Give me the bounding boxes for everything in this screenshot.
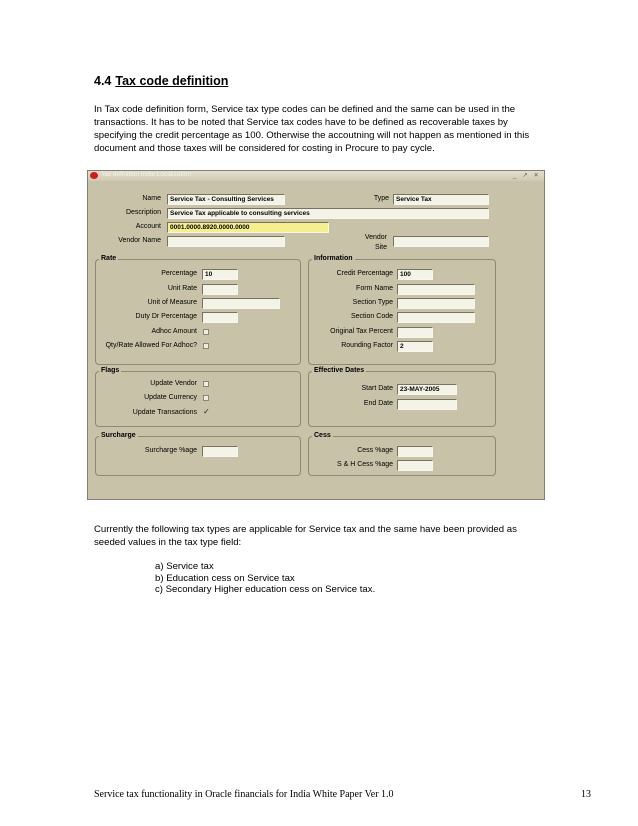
start-date-label: Start Date: [361, 385, 393, 392]
section-number: 4.4: [94, 74, 112, 88]
flags-group-title: Flags: [101, 367, 120, 374]
form-body: [93, 183, 538, 497]
cess-field[interactable]: [397, 446, 433, 457]
duty-dr-field[interactable]: [202, 312, 238, 323]
update-currency-label: Update Currency: [144, 394, 197, 401]
account-label: Account: [135, 223, 161, 230]
unit-rate-label: Unit Rate: [167, 285, 197, 292]
vendor-name-field[interactable]: [167, 236, 285, 247]
cess-group-title: Cess: [314, 432, 331, 439]
section-code-field[interactable]: [397, 312, 475, 323]
form-name-label: Form Name: [356, 285, 393, 292]
surcharge-label: Surcharge %age: [144, 447, 197, 454]
uom-field[interactable]: [202, 298, 280, 309]
she-cess-field[interactable]: [397, 460, 433, 471]
page-footer: [94, 789, 591, 800]
section-title: Tax code definition: [115, 74, 229, 88]
footer-text: Service tax functionality in Oracle financials for India White Paper Ver 1.0: [94, 789, 394, 800]
start-date-field[interactable]: 23-MAY-2005: [397, 384, 457, 395]
rounding-factor-label: Rounding Factor: [341, 342, 393, 349]
update-vendor-label: Update Vendor: [150, 380, 197, 387]
rounding-factor-field[interactable]: 2: [397, 341, 433, 352]
type-field[interactable]: Service Tax: [393, 194, 489, 205]
form-name-field[interactable]: [397, 284, 475, 295]
tax-type-list: [155, 561, 375, 596]
window-titlebar: [88, 171, 544, 181]
oracle-icon: [90, 172, 98, 179]
window-controls[interactable]: _ ↗ ✕: [512, 172, 541, 179]
credit-percentage-field[interactable]: 100: [397, 269, 433, 280]
section-type-label: Section Type: [352, 299, 393, 306]
adhoc-checkbox[interactable]: [203, 329, 209, 335]
effective-dates-group-title: Effective Dates: [314, 367, 365, 374]
vendor-site-label: [343, 233, 387, 253]
surcharge-group: [95, 432, 301, 476]
site-label: Site: [374, 244, 387, 251]
name-label: Name: [142, 195, 161, 202]
original-tax-label: Original Tax Percent: [330, 328, 393, 335]
seeded-values-paragraph: Currently the following tax types are applicable for Service tax and the same have been provided as seeded values in the tax type field:: [94, 524, 517, 548]
information-group-title: Information: [314, 255, 353, 262]
page-number: 13: [581, 789, 591, 800]
duty-dr-label: Duty Dr Percentage: [135, 313, 197, 320]
tax-definition-window: [87, 170, 545, 500]
uom-label: Unit of Measure: [147, 299, 197, 306]
adhoc-label: Adhoc Amount: [151, 328, 197, 335]
intro-paragraph: In Tax code definition form, Service tax type codes can be defined and the same can be used in the transactions. It has to be noted that Service tax codes have to be defined as recoverable taxes by specifying the credit percentage as 100. Otherwise the accoutning will not happen as mentioned in this document and those taxes will be considered for costing in Procure to pay cycle.: [94, 104, 530, 154]
type-label: Type: [373, 195, 389, 202]
list-item: c) Secondary Higher education cess on Service tax.: [155, 584, 376, 595]
she-cess-label: S & H Cess %age: [336, 461, 393, 468]
list-item: b) Education cess on Service tax: [155, 572, 295, 584]
window-title: Tax definition India Localization: [101, 171, 191, 178]
description-field[interactable]: Service Tax applicable to consulting services: [167, 208, 489, 219]
rate-group-title: Rate: [101, 255, 117, 262]
percentage-label: Percentage: [161, 270, 197, 277]
section-code-label: Section Code: [350, 313, 393, 320]
end-date-field[interactable]: [397, 399, 457, 410]
description-label: Description: [125, 209, 161, 216]
section-heading: [94, 74, 228, 88]
list-item: a) Service tax: [155, 561, 214, 572]
original-tax-field[interactable]: [397, 327, 433, 338]
update-currency-checkbox[interactable]: [203, 395, 209, 401]
surcharge-group-title: Surcharge: [101, 432, 136, 439]
percentage-field[interactable]: 10: [202, 269, 238, 280]
name-field[interactable]: Service Tax - Consulting Services: [167, 194, 285, 205]
update-vendor-checkbox[interactable]: [203, 381, 209, 387]
section-type-field[interactable]: [397, 298, 475, 309]
vendor-site-field[interactable]: [393, 236, 489, 247]
account-field[interactable]: 0001.0000.8920.0000.0000: [167, 222, 329, 233]
vendor-name-label: Vendor Name: [118, 237, 161, 244]
surcharge-field[interactable]: [202, 446, 238, 457]
cess-label: Cess %age: [357, 447, 393, 454]
update-transactions-label: Update Transactions: [132, 409, 197, 416]
vendor-label: Vendor: [364, 234, 387, 241]
end-date-label: End Date: [363, 400, 393, 407]
update-transactions-checkbox[interactable]: ✓: [203, 407, 210, 416]
unit-rate-field[interactable]: [202, 284, 238, 295]
credit-percentage-label: Credit Percentage: [336, 270, 393, 277]
qty-rate-label: Qty/Rate Allowed For Adhoc?: [105, 342, 197, 349]
qty-rate-checkbox[interactable]: [203, 343, 209, 349]
